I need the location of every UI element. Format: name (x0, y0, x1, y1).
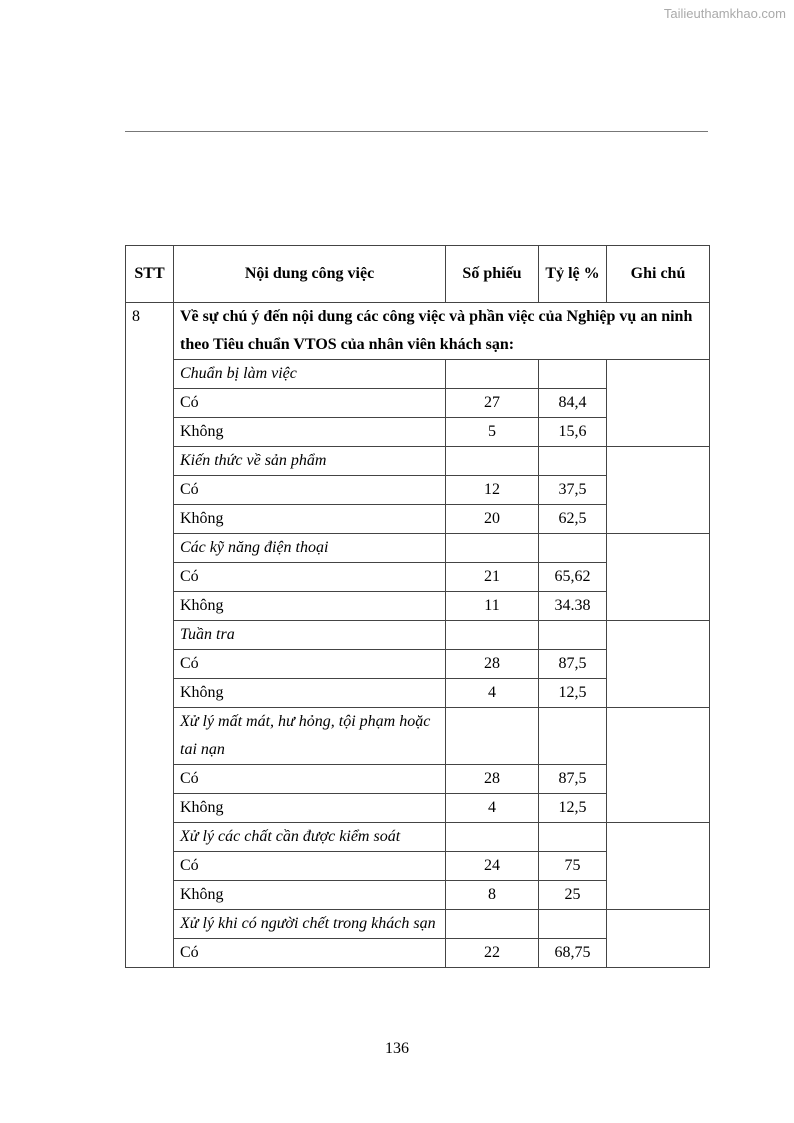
page-number: 136 (385, 1040, 409, 1057)
answer-label: Có (174, 650, 446, 679)
answer-label: Có (174, 939, 446, 968)
answer-label: Không (174, 505, 446, 534)
count-cell: 28 (446, 765, 539, 794)
answer-label: Không (174, 794, 446, 823)
section-row (126, 303, 710, 360)
group-label-row (126, 621, 710, 650)
count-cell: 4 (446, 679, 539, 708)
answer-label: Có (174, 563, 446, 592)
empty-cell (539, 823, 607, 852)
percent-cell: 84,4 (539, 389, 607, 418)
section-title: Về sự chú ý đến nội dung các công việc và phần việc của Nghiệp vụ an ninh theo Tiêu chuẩn VTOS của nhân viên khách sạn: (174, 303, 710, 360)
group-label-row (126, 534, 710, 563)
stt-cell: 8 (126, 303, 174, 968)
group-label: Xử lý mất mát, hư hỏng, tội phạm hoặc tai nạn (174, 708, 446, 765)
watermark: Tailieuthamkhao.com (663, 6, 786, 21)
note-cell (607, 447, 710, 534)
header-row (126, 246, 710, 303)
group-label: Kiến thức về sản phẩm (174, 447, 446, 476)
percent-cell: 87,5 (539, 650, 607, 679)
percent-cell: 12,5 (539, 794, 607, 823)
count-cell: 22 (446, 939, 539, 968)
percent-cell: 87,5 (539, 765, 607, 794)
note-cell (607, 708, 710, 823)
header-count: Số phiếu (446, 246, 539, 303)
empty-cell (539, 621, 607, 650)
count-cell: 4 (446, 794, 539, 823)
group-label-row (126, 360, 710, 389)
count-cell: 24 (446, 852, 539, 881)
percent-cell: 25 (539, 881, 607, 910)
note-cell (607, 823, 710, 910)
count-cell: 21 (446, 563, 539, 592)
group-label-row (126, 910, 710, 939)
percent-cell: 34.38 (539, 592, 607, 621)
header-percent: Tỷ lệ % (539, 246, 607, 303)
answer-label: Có (174, 389, 446, 418)
count-cell: 11 (446, 592, 539, 621)
count-cell: 5 (446, 418, 539, 447)
survey-table (125, 245, 710, 968)
note-cell (607, 360, 710, 447)
answer-label: Không (174, 679, 446, 708)
empty-cell (446, 621, 539, 650)
percent-cell: 12,5 (539, 679, 607, 708)
count-cell: 27 (446, 389, 539, 418)
header-content: Nội dung công việc (174, 246, 446, 303)
group-label-row (126, 708, 710, 765)
group-label: Xử lý các chất cần được kiểm soát (174, 823, 446, 852)
header-stt: STT (126, 246, 174, 303)
empty-cell (446, 360, 539, 389)
count-cell: 8 (446, 881, 539, 910)
percent-cell: 15,6 (539, 418, 607, 447)
percent-cell: 75 (539, 852, 607, 881)
answer-label: Không (174, 418, 446, 447)
percent-cell: 65,62 (539, 563, 607, 592)
group-label: Xử lý khi có người chết trong khách sạn (174, 910, 446, 939)
percent-cell: 68,75 (539, 939, 607, 968)
group-label-row (126, 823, 710, 852)
empty-cell (446, 910, 539, 939)
empty-cell (446, 447, 539, 476)
note-cell (607, 910, 710, 968)
answer-label: Không (174, 592, 446, 621)
empty-cell (446, 823, 539, 852)
header-note: Ghi chú (607, 246, 710, 303)
empty-cell (539, 708, 607, 765)
answer-label: Có (174, 476, 446, 505)
empty-cell (539, 910, 607, 939)
empty-cell (446, 708, 539, 765)
percent-cell: 62,5 (539, 505, 607, 534)
group-label: Các kỹ năng điện thoại (174, 534, 446, 563)
count-cell: 12 (446, 476, 539, 505)
group-label-row (126, 447, 710, 476)
empty-cell (539, 447, 607, 476)
group-label: Tuần tra (174, 621, 446, 650)
empty-cell (539, 534, 607, 563)
answer-label: Không (174, 881, 446, 910)
answer-label: Có (174, 765, 446, 794)
count-cell: 28 (446, 650, 539, 679)
header-rule (125, 131, 708, 132)
note-cell (607, 534, 710, 621)
empty-cell (446, 534, 539, 563)
empty-cell (539, 360, 607, 389)
note-cell (607, 621, 710, 708)
count-cell: 20 (446, 505, 539, 534)
group-label: Chuẩn bị làm việc (174, 360, 446, 389)
percent-cell: 37,5 (539, 476, 607, 505)
answer-label: Có (174, 852, 446, 881)
